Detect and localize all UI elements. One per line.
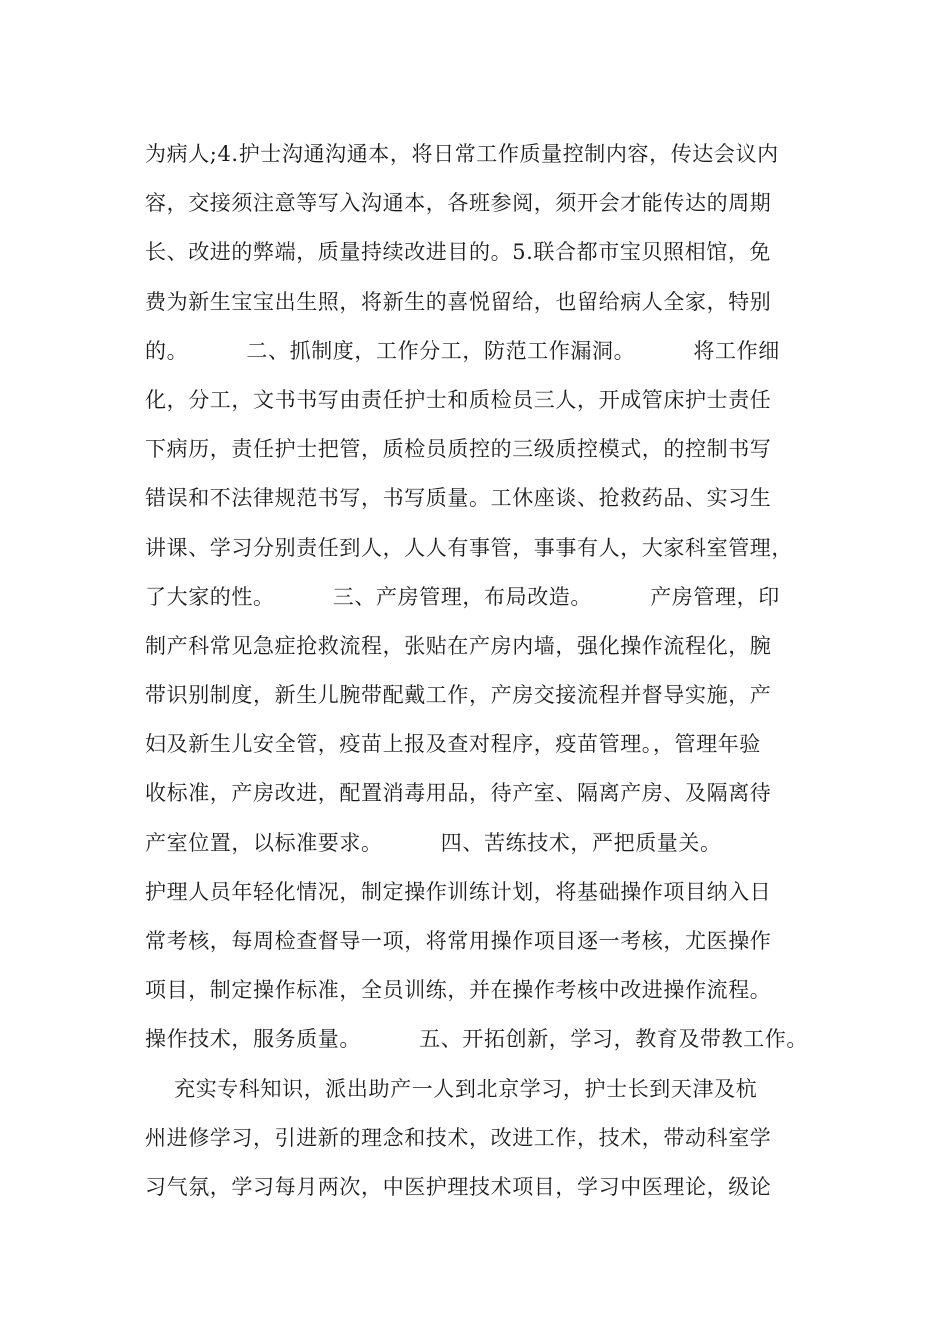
text-line: 错误和不法律规范书写，书写质量。工休座谈、抢救药品、实习生 bbox=[145, 486, 772, 511]
text-line: 为病人;4.护士沟通沟通本，将日常工作质量控制内容，传达会议内 bbox=[145, 142, 779, 166]
body-text bbox=[145, 130, 825, 1212]
text-line: 项目，制定操作标准，全员训练，并在操作考核中改进操作流程。 bbox=[145, 978, 772, 1003]
text-line: 讲课、学习分别责任到人，人人有事管，事事有人，大家科室管理， bbox=[145, 535, 793, 560]
text-line: 了大家的性。 三、产房管理，布局改造。 产房管理，印 bbox=[145, 584, 780, 609]
text-line: 的。 二、抓制度，工作分工，防范工作漏洞。 将工作细 bbox=[145, 338, 780, 363]
text-line: 下病历，责任护士把管，质检员质控的三级质控模式，的控制书写 bbox=[145, 437, 772, 462]
text-line: 容，交接须注意等写入沟通本，各班参阅，须开会才能传达的周期 bbox=[145, 191, 772, 216]
text-line: 州进修学习，引进新的理念和技术，改进工作，技术，带动科室学 bbox=[145, 1125, 772, 1150]
text-line: 护理人员年轻化情况，制定操作训练计划，将基础操作项目纳入日 bbox=[145, 879, 772, 904]
text-line: 充实专科知识，派出助产一人到北京学习，护士长到天津及杭 bbox=[145, 1076, 758, 1101]
text-line: 操作技术，服务质量。 五、开拓创新，学习，教育及带教工作。 bbox=[145, 1027, 808, 1052]
text-line: 费为新生宝宝出生照，将新生的喜悦留给，也留给病人全家，特别 bbox=[145, 289, 772, 314]
text-line: 产室位置，以标准要求。 四、苦练技术，严把质量关。 bbox=[145, 830, 722, 855]
text-line: 常考核，每周检查督导一项，将常用操作项目逐一考核，尤医操作 bbox=[145, 929, 772, 953]
text-line: 收标准，产房改进，配置消毒用品，待产室、隔离产房、及隔离待 bbox=[145, 781, 772, 806]
text-line: 长、改进的弊端，质量持续改进目的。5.联合都市宝贝照相馆，免 bbox=[145, 240, 772, 265]
text-line: 带识别制度，新生儿腕带配戴工作，产房交接流程并督导实施，产 bbox=[145, 683, 772, 708]
text-line: 妇及新生儿安全管，疫苗上报及查对程序，疫苗管理。，管理年验 bbox=[145, 732, 761, 757]
text-line: 化，分工，文书书写由责任护士和质检员三人，开成管床护士责任 bbox=[145, 387, 772, 412]
text-line: 制产科常见急症抢救流程，张贴在产房内墙，强化操作流程化，腕 bbox=[145, 633, 772, 658]
text-line: 习气氛，学习每月两次，中医护理技术项目，学习中医理论，级论 bbox=[145, 1174, 772, 1199]
